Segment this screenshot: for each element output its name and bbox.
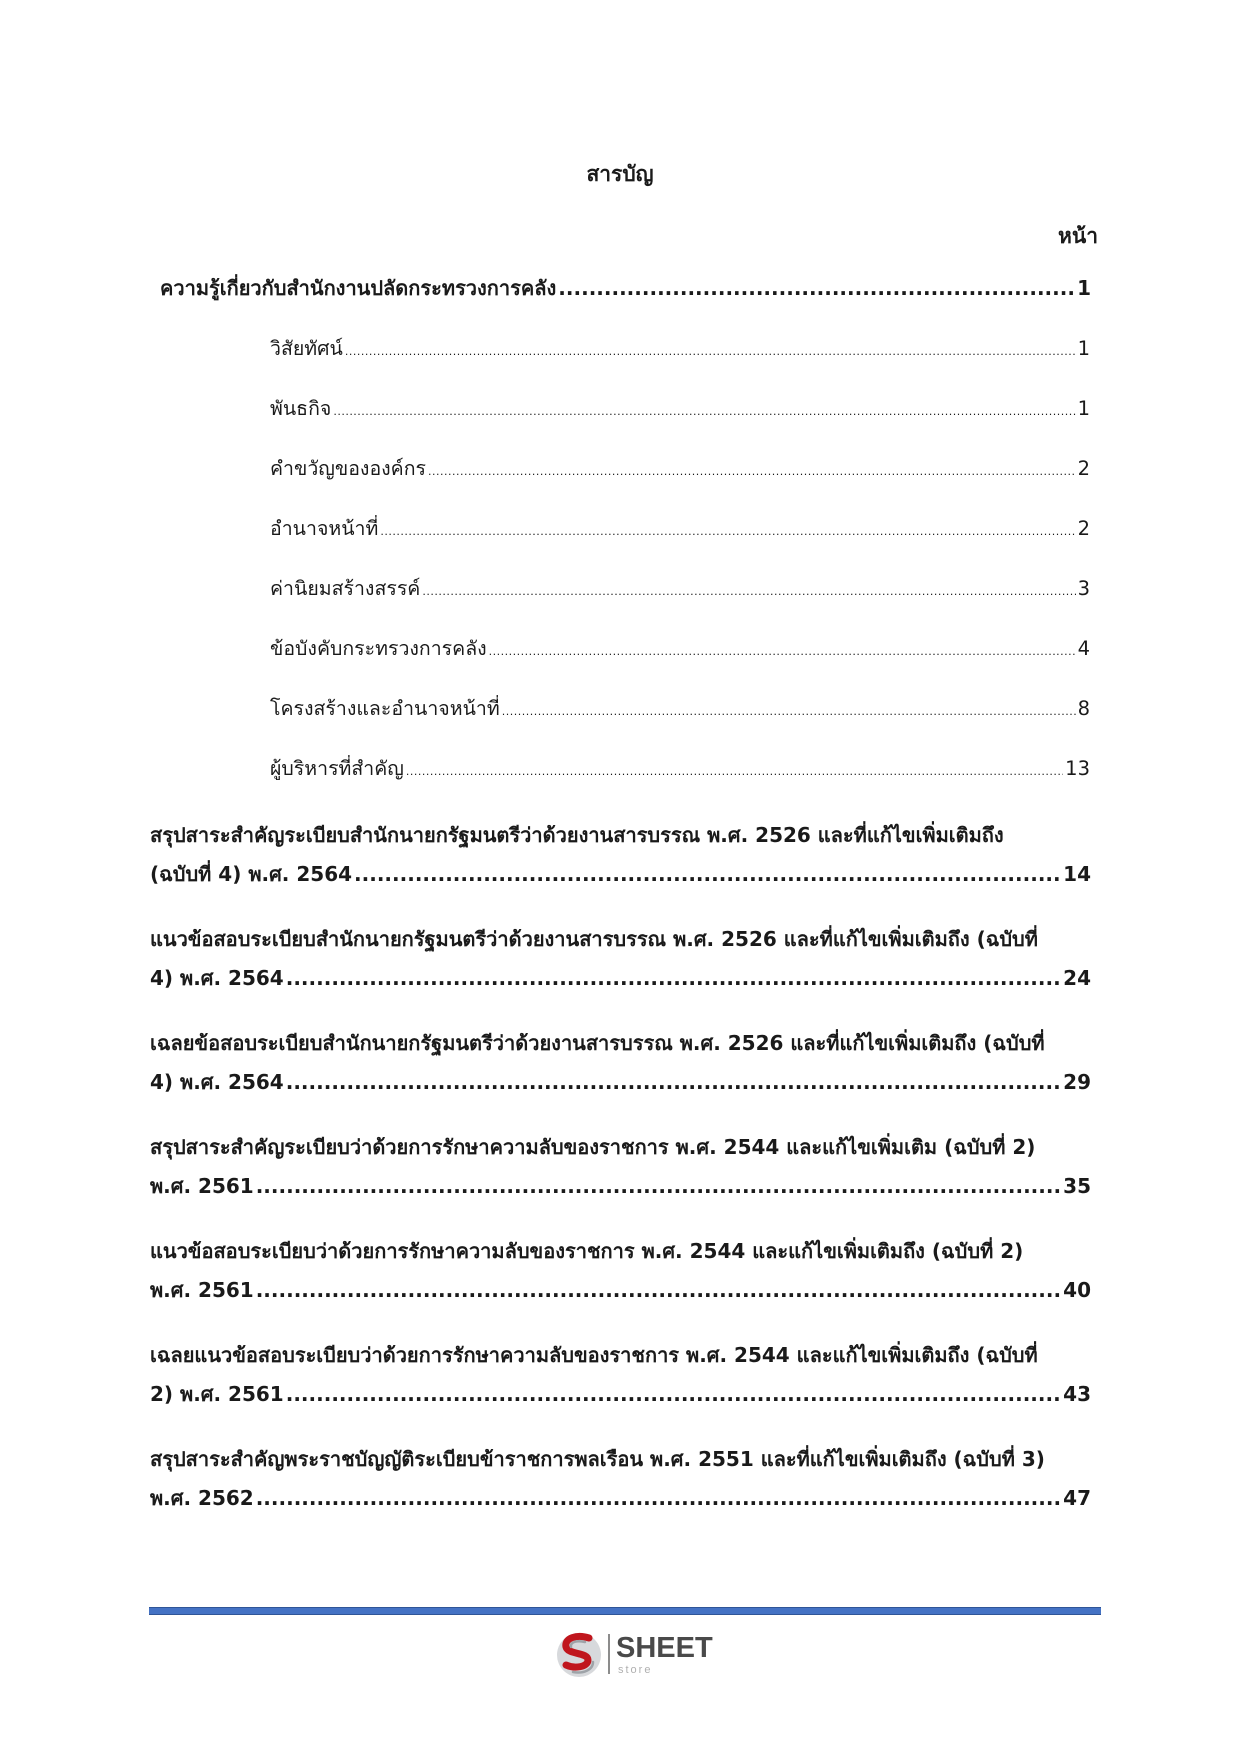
page-number-column-header: หน้า — [1058, 224, 1098, 248]
toc-dot-leader — [354, 862, 1061, 886]
toc-page-number: 35 — [1063, 1174, 1091, 1198]
toc-dot-leader — [422, 577, 1075, 604]
toc-entry-title-line1: สรุปสาระสำคัญพระราชบัญญัติระเบียบข้าราชการพลเรือน พ.ศ. 2551 และที่แก้ไขเพิ่มเติมถึง (ฉบับที่ 3) — [150, 1447, 1045, 1471]
toc-entry[interactable] — [150, 966, 1091, 990]
toc-entry[interactable] — [150, 1382, 1091, 1406]
toc-page-number: 40 — [1063, 1278, 1091, 1302]
toc-entry-title: วิสัยทัศน์ — [270, 337, 343, 360]
toc-dot-leader — [286, 1070, 1061, 1094]
toc-page-number: 24 — [1063, 966, 1091, 990]
toc-dot-leader — [428, 457, 1076, 484]
toc-dot-leader — [345, 337, 1076, 364]
toc-entry[interactable] — [150, 1070, 1091, 1094]
toc-page-number: 1 — [1077, 337, 1090, 360]
toc-page-number: 1 — [1077, 397, 1090, 420]
toc-dot-leader — [380, 517, 1075, 544]
toc-entry-title: โครงสร้างและอำนาจหน้าที่ — [270, 697, 500, 720]
toc-dot-leader — [333, 397, 1075, 424]
toc-sub-item[interactable] — [270, 457, 1090, 484]
logo-divider — [608, 1634, 610, 1674]
toc-entry[interactable] — [150, 1278, 1091, 1302]
toc-dot-leader — [502, 697, 1076, 724]
page-title: สารบัญ — [586, 162, 654, 186]
toc-entry-title-line2: พ.ศ. 2562 — [150, 1486, 254, 1510]
toc-page-number: 8 — [1077, 697, 1090, 720]
toc-page-number: 47 — [1063, 1486, 1091, 1510]
toc-dot-leader — [256, 1174, 1061, 1198]
toc-entry-title-line2: พ.ศ. 2561 — [150, 1174, 254, 1198]
toc-sub-item[interactable] — [270, 397, 1090, 424]
sheet-store-logo — [555, 1628, 725, 1680]
toc-entry-title-line2: 4) พ.ศ. 2564 — [150, 966, 284, 990]
toc-dot-leader — [286, 1382, 1061, 1406]
brand-subtitle: store — [618, 1664, 653, 1676]
toc-entry-title: อำนาจหน้าที่ — [270, 517, 379, 540]
toc-entry-title-line1: แนวข้อสอบระเบียบว่าด้วยการรักษาความลับของราชการ พ.ศ. 2544 และแก้ไขเพิ่มเติมถึง (ฉบับที่ 2) — [150, 1239, 1024, 1263]
toc-sub-item[interactable] — [270, 517, 1090, 544]
toc-page-number: 3 — [1077, 577, 1090, 600]
toc-page-number: 13 — [1065, 757, 1090, 780]
toc-page-number: 43 — [1063, 1382, 1091, 1406]
sheet-store-logo-icon — [555, 1628, 603, 1680]
toc-entry-title: คำขวัญขององค์กร — [270, 457, 427, 480]
toc-entry-title: ข้อบังคับกระทรวงการคลัง — [270, 637, 487, 660]
toc-dot-leader — [256, 1278, 1061, 1302]
toc-entry[interactable] — [150, 1486, 1091, 1510]
toc-dot-leader — [489, 637, 1076, 664]
toc-entry-title-line1: สรุปสาระสำคัญระเบียบว่าด้วยการรักษาความลับของราชการ พ.ศ. 2544 และแก้ไขเพิ่มเติม (ฉบับที่ 2) — [150, 1135, 1036, 1159]
toc-entry[interactable] — [150, 1174, 1091, 1198]
toc-page-number: 29 — [1063, 1070, 1091, 1094]
toc-page-number: 1 — [1077, 276, 1091, 300]
toc-dot-leader — [286, 966, 1061, 990]
toc-sub-item[interactable] — [270, 637, 1090, 664]
toc-entry-title-line1: สรุปสาระสำคัญระเบียบสำนักนายกรัฐมนตรีว่าด้วยงานสารบรรณ พ.ศ. 2526 และที่แก้ไขเพิ่มเติมถึง — [150, 823, 1004, 847]
toc-entry-title-line2: (ฉบับที่ 4) พ.ศ. 2564 — [150, 862, 353, 886]
toc-page-number: 14 — [1063, 862, 1091, 886]
toc-sub-item[interactable] — [270, 337, 1090, 364]
toc-entry-title: พันธกิจ — [270, 397, 332, 420]
toc-entry-title: ค่านิยมสร้างสรรค์ — [270, 577, 421, 600]
toc-entry-title-line1: เฉลยข้อสอบระเบียบสำนักนายกรัฐมนตรีว่าด้วยงานสารบรรณ พ.ศ. 2526 และที่แก้ไขเพิ่มเติมถึง (ฉบับที่ — [150, 1031, 1045, 1055]
toc-entry[interactable] — [150, 862, 1091, 886]
toc-page-number: 4 — [1077, 637, 1090, 660]
toc-entry-title-line2: 2) พ.ศ. 2561 — [150, 1382, 284, 1406]
toc-main-section[interactable] — [160, 276, 1091, 300]
toc-dot-leader — [406, 757, 1063, 784]
toc-entry-title-line1: เฉลยแนวข้อสอบระเบียบว่าด้วยการรักษาความลับของราชการ พ.ศ. 2544 และแก้ไขเพิ่มเติมถึง (ฉบับที่ — [150, 1343, 1038, 1367]
toc-entry-title-line2: 4) พ.ศ. 2564 — [150, 1070, 284, 1094]
toc-sub-item[interactable] — [270, 577, 1090, 604]
toc-page-number: 2 — [1077, 517, 1090, 540]
toc-page-number: 2 — [1077, 457, 1090, 480]
toc-dot-leader — [558, 276, 1075, 300]
toc-entry-title-line1: แนวข้อสอบระเบียบสำนักนายกรัฐมนตรีว่าด้วยงานสารบรรณ พ.ศ. 2526 และที่แก้ไขเพิ่มเติมถึง (ฉบับที่ — [150, 927, 1038, 951]
footer-rule — [149, 1607, 1101, 1615]
toc-sub-item[interactable] — [270, 697, 1090, 724]
toc-entry-title: ผู้บริหารที่สำคัญ — [270, 757, 404, 780]
toc-sub-item[interactable] — [270, 757, 1090, 784]
toc-entry-title-line2: พ.ศ. 2561 — [150, 1278, 254, 1302]
toc-dot-leader — [256, 1486, 1061, 1510]
toc-entry-title: ความรู้เกี่ยวกับสำนักงานปลัดกระทรวงการคลัง — [160, 276, 557, 300]
brand-name: SHEET — [616, 1632, 713, 1664]
